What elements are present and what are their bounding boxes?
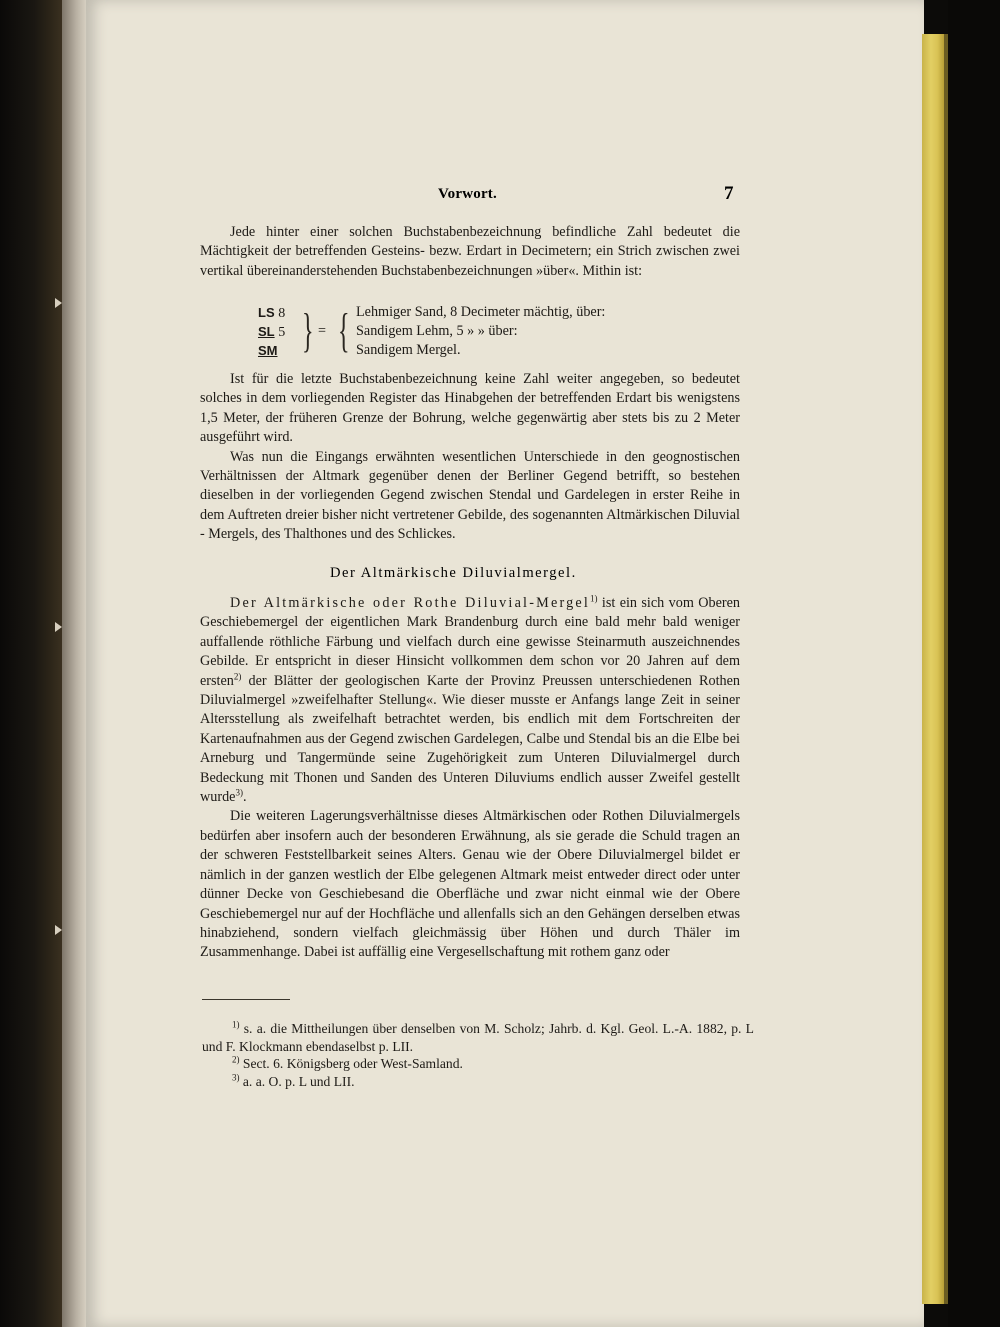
footnote: $^{1)}$ s. a. die Mittheilungen über denselben von M. Scholz; Jahrb. d. Kgl. Geol. L.-A. 1882, p. L und F. Klockmann ebendaselbst p. LII. xyxy=(202,1019,754,1054)
formula-code-row: LS 8 xyxy=(258,305,286,321)
running-header: Vorwort. xyxy=(438,186,497,202)
footnote-ref: 2) xyxy=(233,670,242,681)
page-edge-gilt xyxy=(922,34,944,1304)
paragraph: Was nun die Eingangs erwähnten wesentlichen Unterschiede in den geognostischen Verhältnissen der Altmark gegenüber denen der Berliner Gegend betrifft, so bestehen dieselben in der vorliegenden Gegend zwischen Stendal und Gardelegen in erster Reihe in dem Auftreten dreier bisher nicht vertretener Gebilde, des sogenannten Altmärkischen Diluvial - Mergels, des Thalthones und des Schlickes. xyxy=(200,448,740,543)
formula-description: Sandigem Lehm, 5 » » über: xyxy=(356,323,518,339)
page-gutter xyxy=(62,0,86,1327)
footnote: $^{2)}$ Sect. 6. Königsberg oder West-Samland. xyxy=(232,1054,463,1071)
page-tab-marker xyxy=(55,622,62,632)
formula-description: Lehmiger Sand, 8 Decimeter mächtig, über: xyxy=(356,304,606,320)
page-tab-marker xyxy=(55,925,62,935)
paragraph: Die weiteren Lagerungsverhältnisse dieses Altmärkischen oder Rothen Diluvialmergels bedürfen aber insofern auch der besonderen Erwähnung, als sie gerade die Schuld tragen an der schweren Feststellbarkeit seines Alters. Genau wie der Obere Diluvialmergel bildet er nämlich in der ganzen westlich der Elbe gelegenen Altmark meist entweder direct oder unter dünner Decke von Geschiebesand die Oberfläche und zwar nicht einmal wie der Obere Geschiebemergel nur auf der Hochfläche und allenfalls sich an den Gehängen derselben etwas hinabziehend, sondern vielfach gleichmässig über Höhen und durch Thäler im Zusammenhange. Dabei ist auffällig eine Vergesellschaftung mit rothem ganz oder xyxy=(200,808,740,961)
body-text-block-1 xyxy=(200,223,740,281)
equals-sign: = xyxy=(318,323,327,339)
formula-code-row: SM xyxy=(258,343,278,358)
book-spine xyxy=(0,0,62,1327)
left-brace: { xyxy=(338,304,350,357)
formula-description: Sandigem Mergel. xyxy=(356,342,461,358)
section-heading: Der Altmärkische Diluvialmergel. xyxy=(330,565,577,581)
footnote-ref: 3) xyxy=(235,787,243,798)
background-right xyxy=(948,0,1000,1327)
footnote-rule xyxy=(202,999,290,1000)
footnotes xyxy=(202,1020,754,1090)
body-text-block-2 xyxy=(200,370,740,545)
emphasis-text: Der Altmärkische oder Rothe Diluvial-Mergel xyxy=(230,595,591,611)
footnote: $^{3)}$ a. a. O. p. L und LII. xyxy=(232,1071,355,1089)
paragraph: Der Altmärkische oder Rothe Diluvial-Mergel$^{1)}$ ist ein sich vom Oberen Geschiebemergel der eigentlichen Mark Brandenburg durch eine bald mehr bald weniger auffallende röthliche Färbung und vielfach durch eine gewisse Steinarmuth auszeichnendes Gebilde. Er entspricht in dieser Hinsicht vollkommen dem schon vor 20 Jahren auf dem ersten$^{2)}$ der Blätter der geologischen Karte der Provinz Preussen unterschiedenen Rothen Diluvialmergel »zweifelhafter Stellung«. Wie dieser musste er Anfangs lange Zeit in seiner Altersstellung als zweifelhaft betrachtet werden, bis endlich mit dem Fortschreiten der Kartenaufnahmen aus der Gegend zwischen Gardelegen, Calbe und Stendal bis an die Elbe bei Arneburg und Tangermünde seine Zugehörigkeit zum Unteren Diluvialmergel durch Bedeckung mit Thonen und Sanden des Unteren Diluviums endlich ausser Zweifel gestellt wurde$^{3)}$. xyxy=(200,593,740,806)
paragraph: Jede hinter einer solchen Buchstabenbezeichnung befindliche Zahl bedeutet die Mächtigkeit der betreffenden Gesteins- bezw. Erdart in Decimetern; ein Strich zwischen zwei vertikal übereinanderstehenden Buchstabenbezeichnungen »über«. Mithin ist: xyxy=(200,224,740,279)
page-number: 7 xyxy=(724,183,734,204)
formula-code-row: SL 5 xyxy=(258,324,286,340)
right-brace: } xyxy=(302,304,314,357)
body-text-block-3 xyxy=(200,594,740,963)
paragraph: Ist für die letzte Buchstabenbezeichnung keine Zahl weiter angegeben, so bedeutet solches in dem vorliegenden Register das Hinabgehen der betreffenden Erdart bis wenigstens 1,5 Meter, der früheren Grenze der Bohrung, welche gegenwärtig aber stets bis zu 2 Meter ausgeführt wird. xyxy=(200,371,740,446)
page-tab-marker xyxy=(55,298,62,308)
footnote-ref: 1) xyxy=(590,593,598,604)
